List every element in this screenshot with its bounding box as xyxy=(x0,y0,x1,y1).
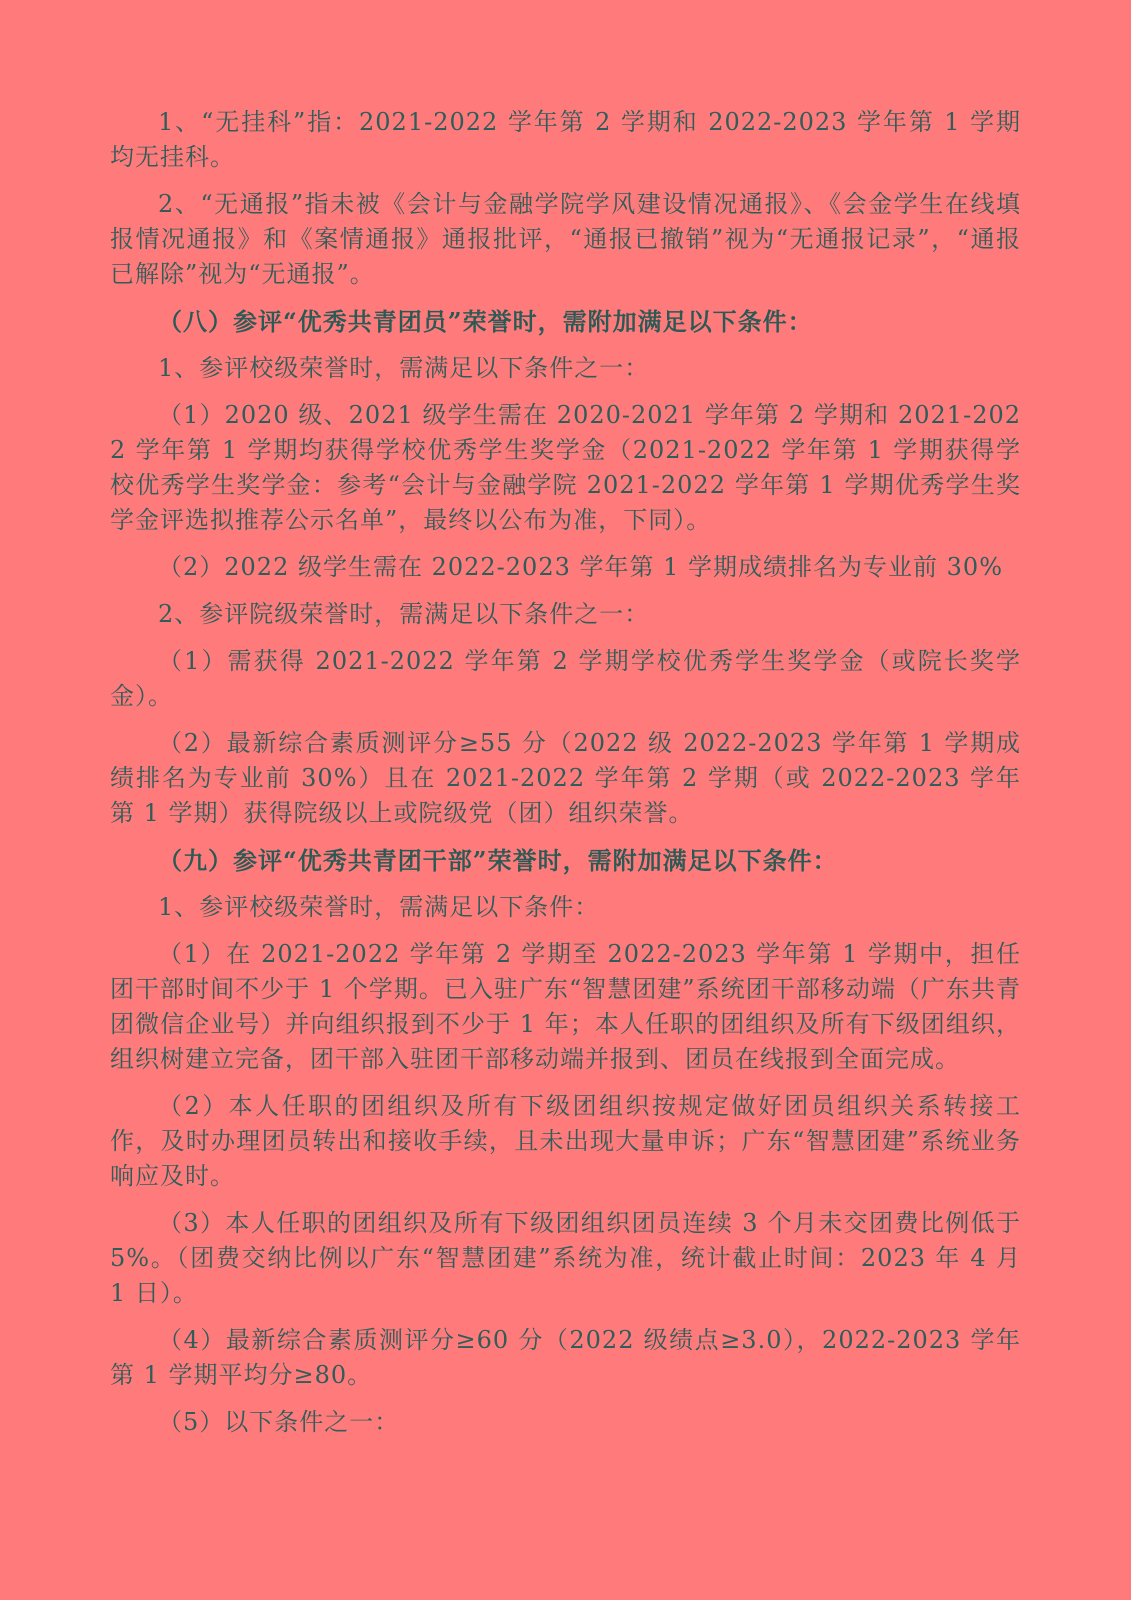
paragraph-cadre-school-level: 1、参评校级荣誉时，需满足以下条件： xyxy=(158,893,600,921)
paragraph-college-condition-scholarship: （1）需获得 2021-2022 学年第 2 学期学校优秀学生奖学金（或院长奖学金）。 xyxy=(110,647,1021,710)
paragraph-cadre-condition-4: （4）最新综合素质测评分≥60 分（2022 级绩点≥3.0），2022-2023 学年第 1 学期平均分≥80。 xyxy=(110,1326,1021,1389)
paragraph-school-level-conditions: 1、参评校级荣誉时，需满足以下条件之一： xyxy=(158,354,650,382)
paragraph-college-level-conditions: 2、参评院级荣誉时，需满足以下条件之一： xyxy=(158,600,650,628)
paragraph-no-failed-courses: 1、“无挂科”指：2021-2022 学年第 2 学期和 2022-2023 学年第 1 学期均无挂科。 xyxy=(110,108,1021,171)
paragraph-cadre-condition-5: （5）以下条件之一： xyxy=(158,1408,400,1436)
section-heading-excellent-league-cadre: （九）参评“优秀共青团干部”荣誉时，需附加满足以下条件： xyxy=(158,846,838,875)
paragraph-cadre-condition-2: （2）本人任职的团组织及所有下级团组织按规定做好团员组织关系转接工作，及时办理团员转出和接收手续，且未出现大量申诉；广东“智慧团建”系统业务响应及时。 xyxy=(110,1092,1021,1190)
paragraph-condition-2022-grade: （2）2022 级学生需在 2022-2023 学年第 1 学期成绩排名为专业前 30% xyxy=(158,553,1003,581)
paragraph-no-notice: 2、“无通报”指未被《会计与金融学院学风建设情况通报》、《会金学生在线填报情况通报》和《案情通报》通报批评，“通报已撤销”视为“无通报记录”，“通报已解除”视为“无通报”。 xyxy=(110,190,1021,288)
section-heading-excellent-league-member: （八）参评“优秀共青团员”荣誉时，需附加满足以下条件： xyxy=(158,307,813,336)
paragraph-college-condition-score: （2）最新综合素质测评分≥55 分（2022 级 2022-2023 学年第 1 学期成绩排名为专业前 30%）且在 2021-2022 学年第 2 学期（或 2022-2023 学年第 1 学期）获得院级以上或院级党（团）组织荣誉。 xyxy=(110,729,1021,827)
paragraph-cadre-condition-3: （3）本人任职的团组织及所有下级团组织团员连续 3 个月未交团费比例低于 5%。（团费交纳比例以广东“智慧团建”系统为准，统计截止时间：2023 年 4 月 1 日）。 xyxy=(110,1209,1021,1307)
paragraph-cadre-condition-1: （1）在 2021-2022 学年第 2 学期至 2022-2023 学年第 1 学期中，担任团干部时间不少于 1 个学期。已入驻广东“智慧团建”系统团干部移动端（广东共青团微信企业号）并向组织报到不少于 1 年；本人任职的团组织及所有下级团组织，组织树建立完备，团干部入驻团干部移动端并报到、团员在线报到全面完成。 xyxy=(110,940,1021,1073)
paragraph-condition-2020-2021-grade: （1）2020 级、2021 级学生需在 2020-2021 学年第 2 学期和 2021-2022 学年第 1 学期均获得学校优秀学生奖学金（2021-2022 学年第 1 学期获得学校优秀学生奖学金：参考“会计与金融学院 2021-2022 学年第 1 学期优秀学生奖学金评选拟推荐公示名单”，最终以公布为准，下同）。 xyxy=(110,401,1021,534)
